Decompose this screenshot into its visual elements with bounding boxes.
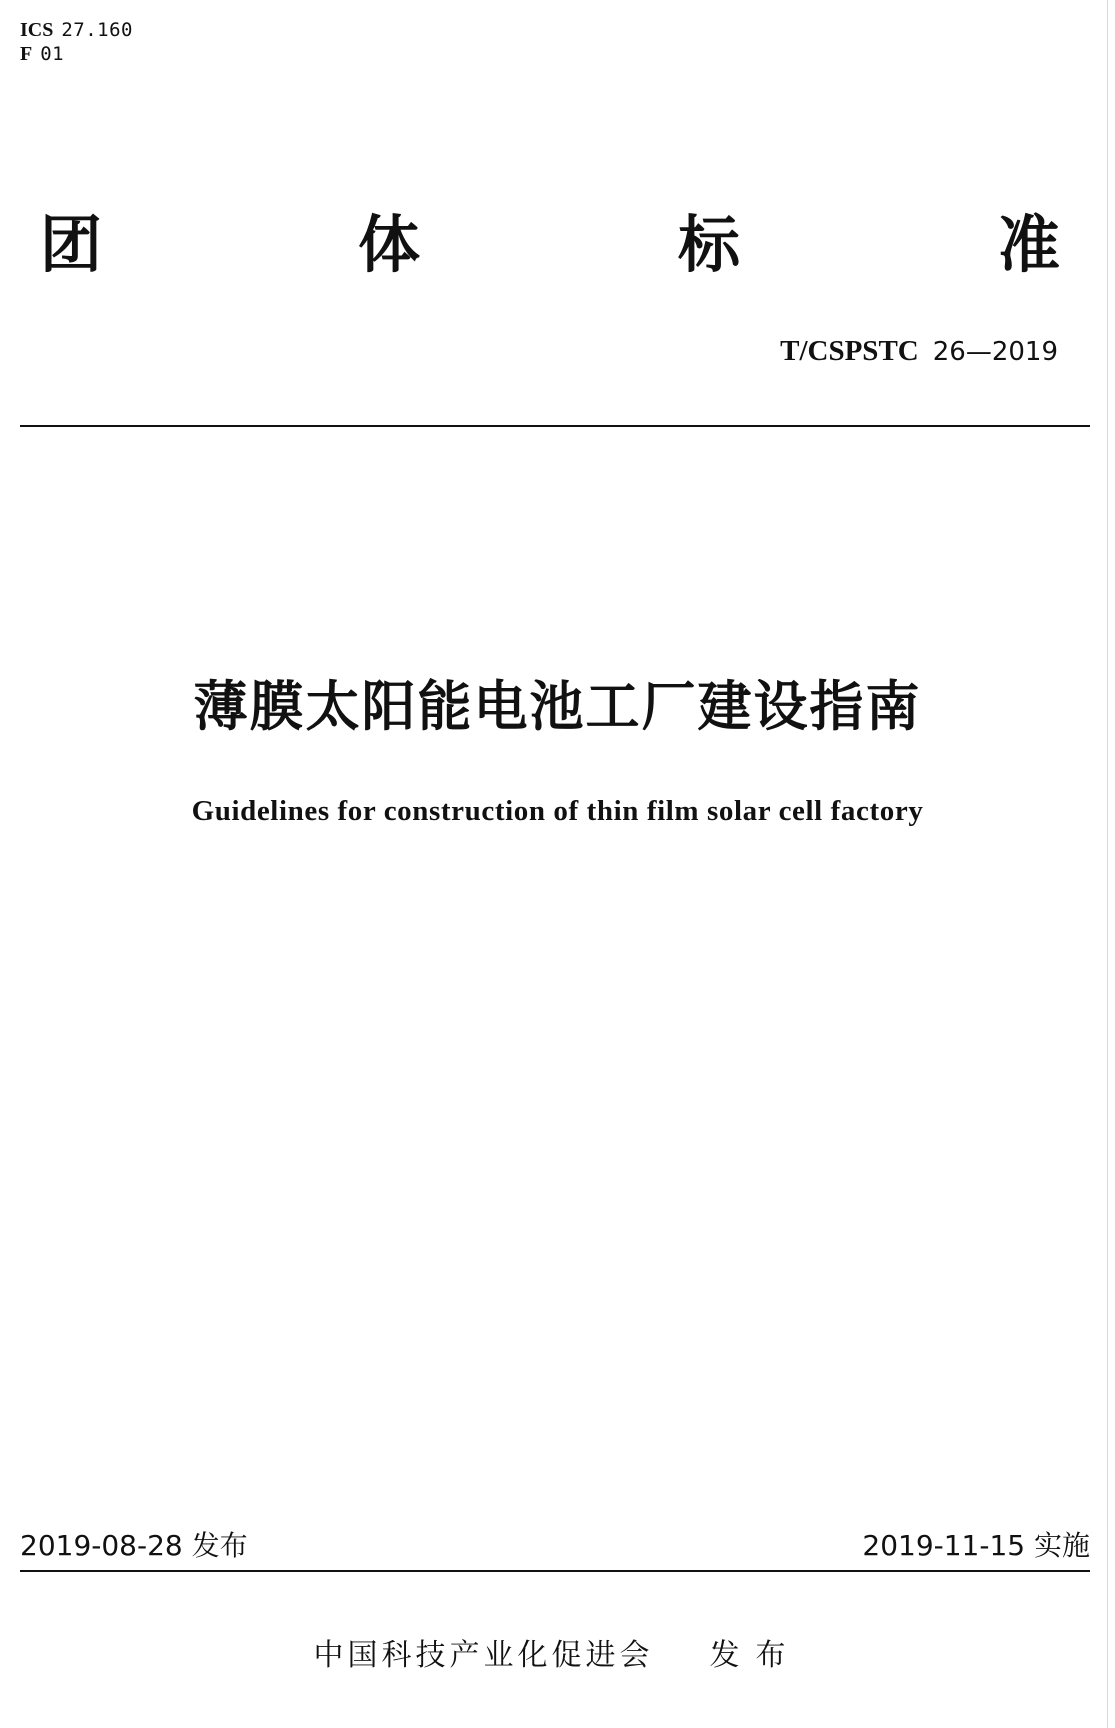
standard-number-year: 26—2019 — [932, 337, 1058, 367]
document-kind-heading — [40, 210, 1070, 280]
ics-line — [20, 18, 133, 42]
classification-block — [20, 18, 133, 66]
document-kind-char: 团 — [40, 208, 103, 281]
document-kind-char: 准 — [998, 208, 1061, 281]
bottom-divider — [20, 1570, 1090, 1572]
ics-label: ICS — [20, 19, 54, 41]
date-row — [20, 1528, 1090, 1564]
document-kind-char: 体 — [358, 208, 421, 281]
ccs-code: 01 — [40, 43, 65, 65]
english-title: Guidelines for construction of thin film solar cell factory — [191, 795, 924, 827]
issue-date: 2019-08-28 发布 — [20, 1529, 248, 1562]
page-right-edge — [1107, 0, 1108, 1728]
document-kind-char: 标 — [678, 208, 741, 281]
top-divider — [20, 425, 1090, 427]
ics-code: 27.160 — [61, 19, 133, 41]
publisher-name: 中国科技产业化促进会 — [313, 1638, 654, 1673]
ccs-label: F — [20, 43, 33, 65]
standard-code: T/CSPSTC — [780, 335, 919, 367]
publisher-line — [0, 1636, 1115, 1680]
chinese-title: 薄膜太阳能电池工厂建设指南 — [193, 675, 922, 738]
implementation-date: 2019-11-15 实施 — [862, 1529, 1090, 1562]
ccs-line — [20, 42, 133, 66]
publisher-action: 发布 — [709, 1638, 802, 1673]
standard-number — [780, 335, 1058, 368]
